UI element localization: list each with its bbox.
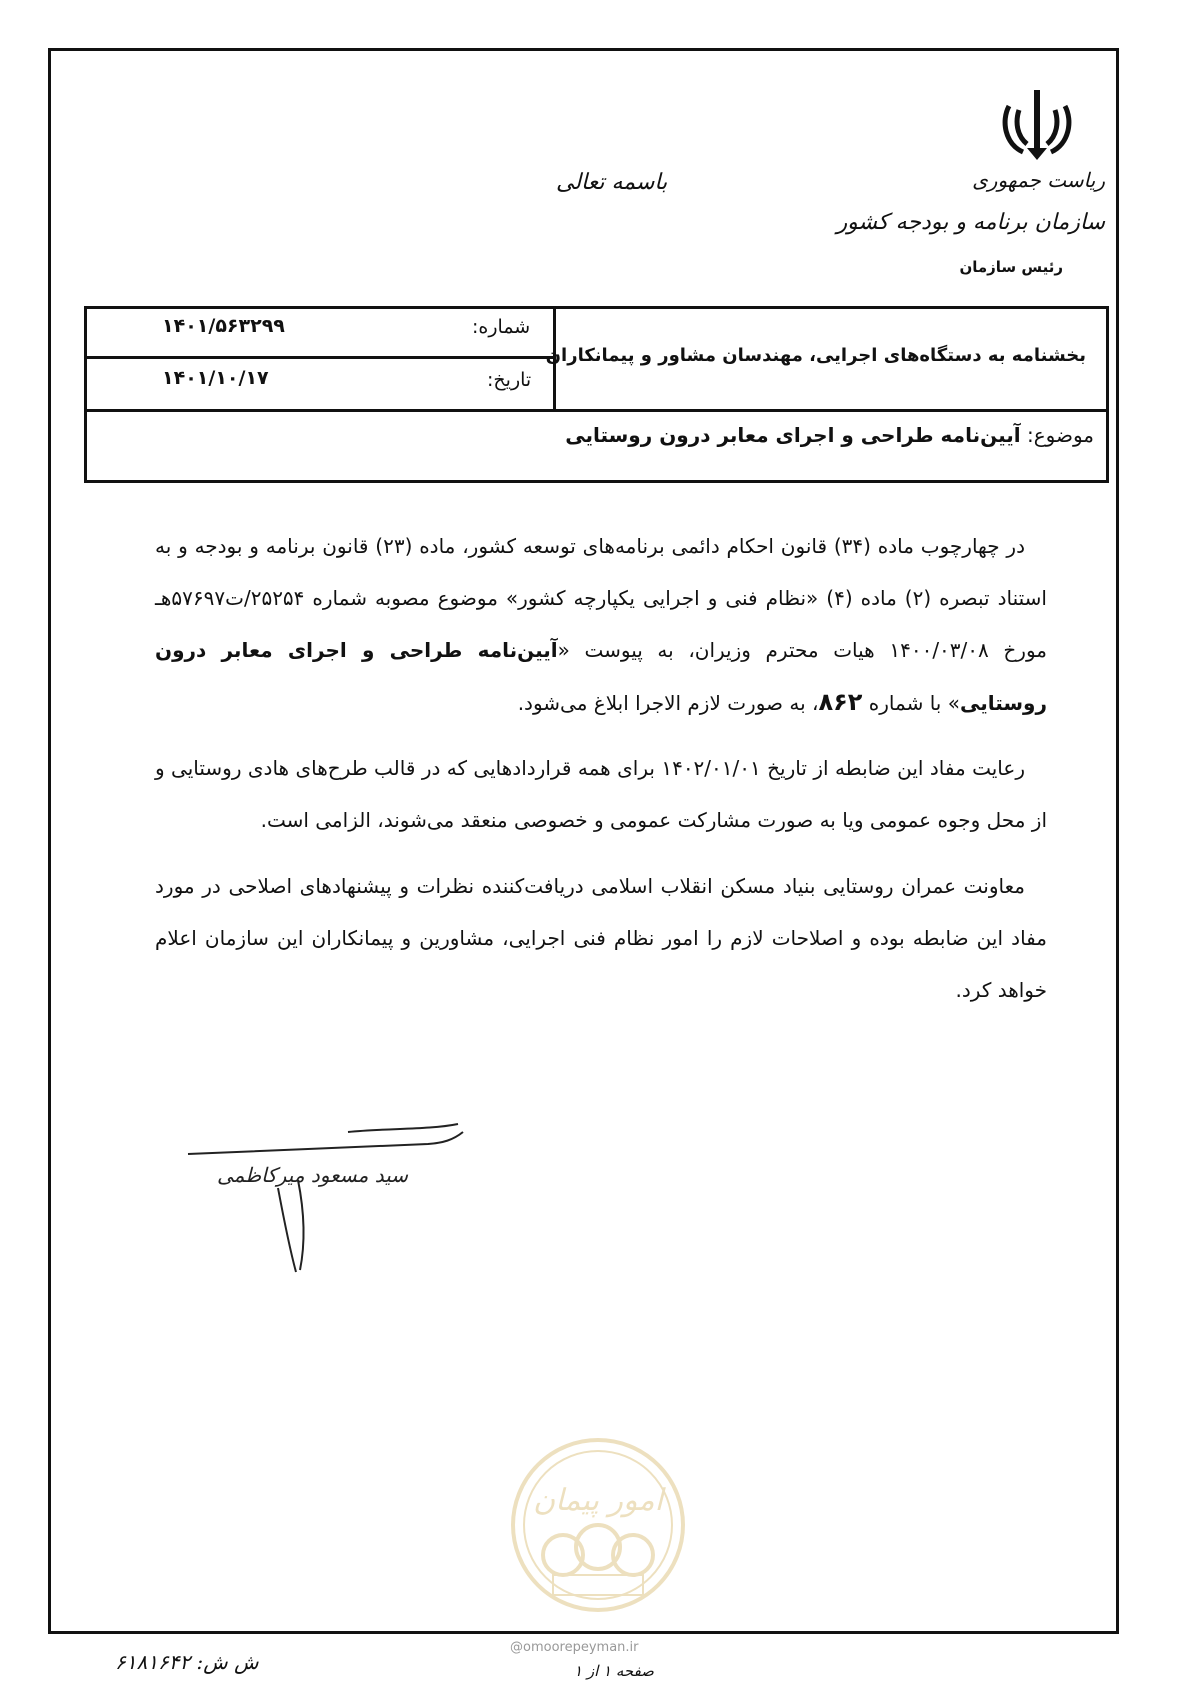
date-value: ۱۴۰۱/۱۰/۱۷: [162, 367, 269, 389]
watermark-url: @omoorepeyman.ir: [510, 1640, 639, 1655]
addressee: بخشنامه به دستگاه‌های اجرایی، مهندسان مشاور و پیمانکاران: [545, 345, 1086, 366]
subject-label: موضوع:: [1026, 423, 1094, 447]
subject: [565, 423, 1094, 447]
p2-text: رعایت مفاد این ضابطه از تاریخ ۱۴۰۲/۰۱/۰۱ برای همه قراردادهایی که در قالب طرح‌های هادی روستایی و از محل وجوه عمومی ویا به صورت مشارکت عمومی و خصوصی منعقد می‌شوند، الزامی است.: [155, 756, 1047, 832]
p1-bold-title: آیین‌نامه طراحی و اجرای معابر درون روستایی: [155, 638, 1047, 715]
besm-title: باسمه تعالی: [556, 170, 668, 195]
divider: [87, 409, 1106, 412]
org-line-organization: سازمان برنامه و بودجه کشور: [836, 210, 1105, 235]
paragraph-3: [155, 860, 1047, 1016]
p1-number: ۸۶۲: [818, 688, 863, 716]
p3-text: معاونت عمران روستایی بنیاد مسکن انقلاب اسلامی دریافت‌کننده نظرات و پیشنهادهای اصلاحی در مورد مفاد این ضابطه بوده و اصلاحات لازم را امور نظام فنی اجرایی، مشاورین و پیمانکاران این سازمان اعلام خواهد کرد.: [155, 874, 1047, 1002]
org-line-head: رئیس سازمان: [959, 258, 1063, 276]
number-value: ۱۴۰۱/۵۶۳۲۹۹: [162, 315, 285, 337]
divider: [87, 356, 553, 359]
svg-text:سید مسعود میرکاظمی: سید مسعود میرکاظمی: [217, 1163, 408, 1187]
paragraph-2: [155, 742, 1047, 846]
number-label: شماره:: [472, 316, 531, 338]
svg-text:امور پیمان: امور پیمان: [533, 1483, 663, 1518]
org-line-presidency: ریاست جمهوری: [972, 168, 1105, 192]
document-code: ش ش: ۶۱۸۱۶۴۲: [115, 1650, 259, 1674]
p1-text-b: » با شماره: [868, 691, 960, 715]
subject-value: آیین‌نامه طراحی و اجرای معابر درون روستایی: [565, 423, 1021, 447]
date-label: تاریخ:: [487, 369, 532, 391]
page-number: صفحه ۱ از ۱: [574, 1662, 654, 1680]
paragraph-1: [155, 520, 1047, 729]
letter-header-table: [84, 306, 1109, 483]
signature: [178, 1110, 498, 1280]
p1-text-a: در چهارچوب ماده (۳۴) قانون احکام دائمی برنامه‌های توسعه کشور، ماده (۲۳) قانون برنامه و بودجه و به استناد تبصره (۲) ماده (۴) «نظام فنی و اجرایی یکپارچه کشور» موضوع مصوبه شماره ۲۵۲۵۴/ت۵۷۶۹۷هـ مورخ ۱۴۰۰/۰۳/۰۸ هیات محترم وزیران، به پیوست «: [155, 534, 1047, 662]
p1-text-c: ، به صورت لازم الاجرا ابلاغ می‌شود.: [517, 691, 819, 715]
watermark-stamp-logo: [508, 1435, 688, 1615]
iran-emblem-icon: [997, 86, 1077, 166]
